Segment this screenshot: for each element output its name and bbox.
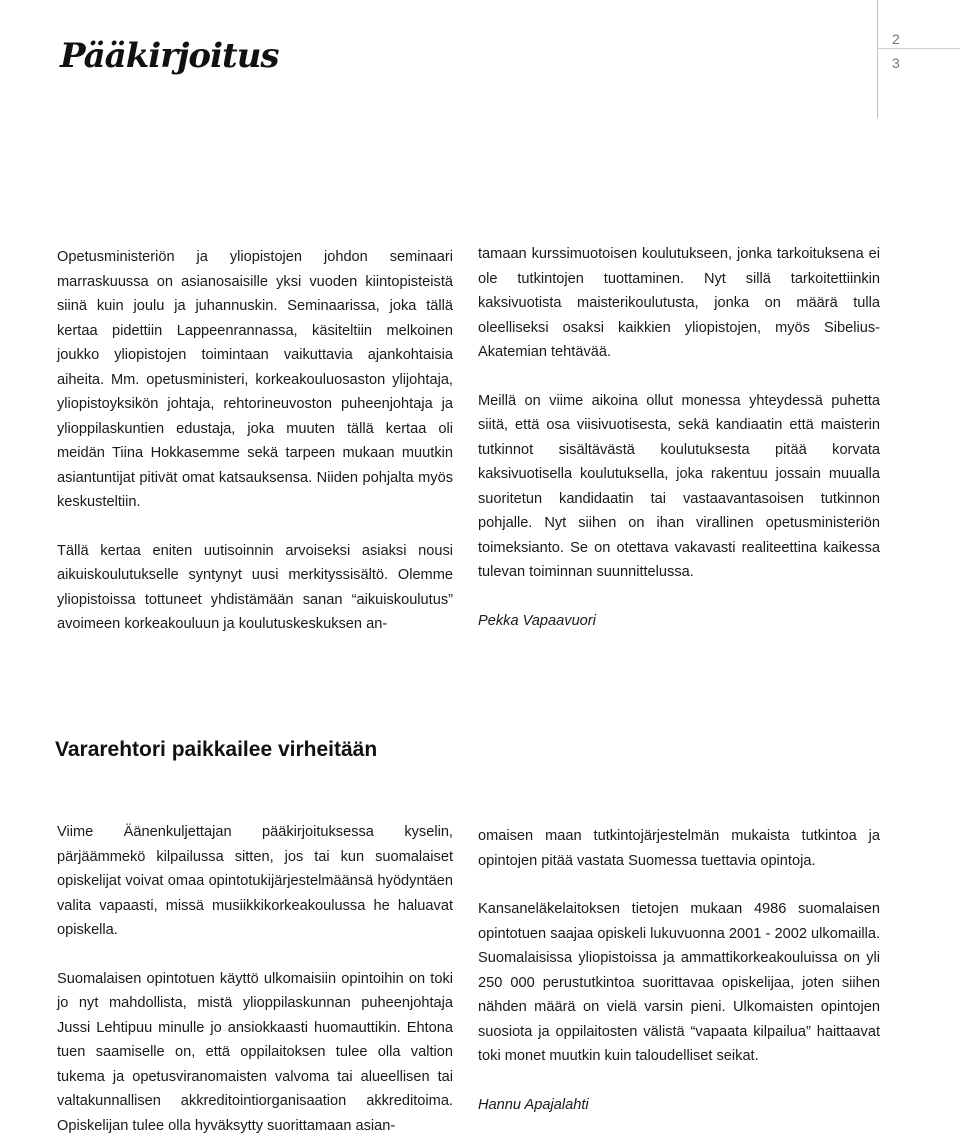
margin-rule <box>877 0 878 118</box>
article-paragraph: Kansaneläkelaitoksen tietojen mukaan 4986 suomalaisen opintotuen saajaa opiskeli lukuvuonna 2001 - 2002 ulkomailla. Suomalaisissa yliopistoissa ja ammattikorkeakouluissa on yli 250 000 perustutkintoa suorittavaa opiskelijaa, joten siihen nähden määrä on vielä varsin pieni. Ulkomaisten opintojen suosiota ja oppilaitosten välistä “vapaata kilpailua” haittaavat toki monet muutkin kuin taloudelliset seikat. <box>478 901 880 1064</box>
editorial-column-left <box>57 245 453 637</box>
article-signature: Hannu Apajalahti <box>478 1096 589 1113</box>
article-column-left <box>57 820 453 1138</box>
article-paragraph: omaisen maan tutkintojärjestelmän mukaista tutkintoa ja opintojen pitää vastata Suomessa tuettavia opintoja. <box>478 828 880 869</box>
editorial-paragraph: Opetusministeriön ja yliopistojen johdon seminaari marraskuussa on asianosaisille yksi vuoden kiintopisteistä siinä kuin joulu ja juhannuskin. Seminaarissa, joka tällä kertaa pidettiin Lappeenrannassa, käsiteltiin melkoinen joukko yliopistojen toimintaan vaikuttavia ajankohtaisia aiheita. Mm. opetusministeri, korkeakouluosaston ylijohtaja, yliopistoyksikön johtaja, rehtorineuvoston puheenjohtaja ja ylioppilaskuntien edustaja, joka muuten tällä kertaa oli meidän Tiina Hokkasemme sekä tarpeen mukaan muutkin asiantuntijat pitivät omat katsauksensa. Niiden pohjalta myös keskusteltiin. <box>57 249 453 510</box>
article-column-right <box>478 824 880 1117</box>
editorial-paragraph: Meillä on viime aikoina ollut monessa yhteydessä puhetta siitä, että osa viisivuotisesta, sekä kandiaatin että maisterin tutkinnot sisältävästä koulutuksesta pitää korvata kaksivuotisella koulutuksella, joka rakentuu jossain muualla suoritetun kandidaatin tai vastaavantasoisen tutkinnon pohjalle. Nyt siihen on ihan virallinen opetusministeriön toimeksianto. Se on otettava vakavasti realiteettina kaikessa tulevan toiminnan suunnittelussa. <box>478 392 880 580</box>
page-title: Pääkirjoitus <box>60 36 279 76</box>
page-number-right: 3 <box>892 55 900 71</box>
page-number-left: 2 <box>892 31 900 47</box>
editorial-paragraph: tamaan kurssimuotoisen koulutukseen, jonka tarkoituksena ei ole tutkintojen tuottaminen. Nyt sillä tarkoitettiinkin kaksivuotista maisterikoulutusta, jonka on määrä tulla oleelliseksi osaksi kaikkien yliopistojen, myös Sibelius-Akatemian tehtävää. <box>478 246 880 360</box>
article-paragraph: Suomalaisen opintotuen käyttö ulkomaisiin opintoihin on toki jo nyt mahdollista, mistä ylioppilaskunnan puheenjohtaja Jussi Lehtipuu minulle jo ansiokkaasti huomauttikin. Ehtona tuen saamiselle on, että oppilaitoksen tulee olla valtion tukema ja opetusviranomaisten valvoma tai alueellisen tai valtakunnallisen akkreditointiorganisaation akkreditoima. Opiskelijan tulee olla hyväksytty suorittamaan asian- <box>57 970 453 1134</box>
editorial-column-right <box>478 242 880 633</box>
article-paragraph: Viime Äänenkuljettajan pääkirjoituksessa kyselin, pärjäämmekö kilpailussa sitten, jos tai kun suomalaiset opiskelijat voivat omaa opintotukijärjestelmäänsä hyödyntäen valita vapaasti, missä musiikkikorkeakoulussa he haluavat opiskella. <box>57 824 453 938</box>
section-heading: Vararehtori paikkailee virheitään <box>55 738 378 761</box>
editorial-signature: Pekka Vapaavuori <box>478 612 596 629</box>
editorial-paragraph: Tällä kertaa eniten uutisoinnin arvoiseksi asiaksi nousi aikuiskoulutukselle syntynyt uusi merkityssisältö. Olemme yliopistoissa tottuneet yhdistämään sanan “aikuiskoulutus” avoimeen korkeakouluun ja koulutuskeskuksen an- <box>57 542 453 632</box>
margin-rule-horizontal <box>877 48 960 49</box>
